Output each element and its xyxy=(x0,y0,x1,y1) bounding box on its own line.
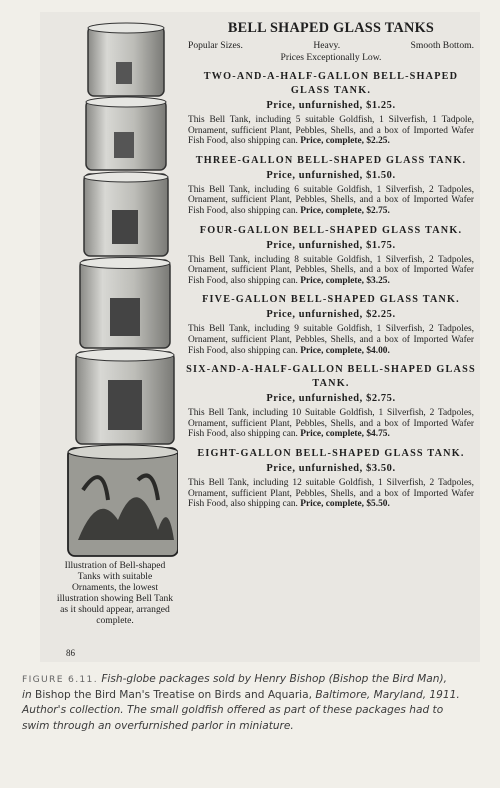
entry-complete-price: Price, complete, $2.25. xyxy=(300,136,390,147)
entry-description-text: This Bell Tank, including 9 suitable Goldfish, 1 Silverfish, 2 Tadpoles, Ornament, sufficient Plant, Pebbles, Shells, and a box of Imported Wafer Fish Food, also shipping can. xyxy=(188,324,474,356)
entry-3-gallon xyxy=(186,154,476,217)
figure-caption-line-3: Author's collection. The small goldfish offered as part of these packages had to xyxy=(22,704,444,717)
entry-price: Price, unfurnished, $1.75. xyxy=(266,239,396,251)
entry-description-text: This Bell Tank, including 8 suitable Goldfish, 1 Silverfish, 2 Tadpoles, Ornament, sufficient Plant, Pebbles, Shells, and a box of Imported Wafer Fish Food, also shipping can. xyxy=(188,254,474,286)
entry-description xyxy=(186,255,476,287)
entry-description xyxy=(186,185,476,217)
entry-description xyxy=(186,478,476,510)
tank-3-gallon xyxy=(86,97,166,170)
page-number: 86 xyxy=(66,648,75,658)
entry-title: TWO-AND-A-HALF-GALLON BELL-SHAPED GLASS TANK. xyxy=(203,71,459,96)
tank-8-gallon-furnished xyxy=(68,445,178,556)
figure-caption xyxy=(22,672,482,734)
tank-6-5-gallon xyxy=(76,349,174,444)
entry-description xyxy=(186,408,476,440)
entry-complete-price: Price, complete, $5.50. xyxy=(300,499,390,510)
entry-6-5-gallon xyxy=(186,363,476,440)
entry-price: Price, unfurnished, $1.50. xyxy=(266,169,396,181)
entry-price: Price, unfurnished, $1.25. xyxy=(266,100,396,111)
subtitle-prices: Prices Exceptionally Low. xyxy=(280,52,382,63)
catalog-title: BELL SHAPED GLASS TANKS xyxy=(227,20,435,36)
entry-description-text: This Bell Tank, including 6 suitable Goldfish, 1 Silverfish, 2 Tadpoles, Ornament, sufficient Plant, Pebbles, Shells, and a box of Imported Wafer Fish Food, also shipping can. xyxy=(188,184,474,216)
entry-title: FOUR-GALLON BELL-SHAPED GLASS TANK. xyxy=(199,224,463,236)
entry-title: THREE-GALLON BELL-SHAPED GLASS TANK. xyxy=(195,154,467,166)
entry-complete-price: Price, complete, $4.00. xyxy=(300,345,390,356)
figure-caption-line-1: Fish-globe packages sold by Henry Bishop (Bishop the Bird Man), xyxy=(101,673,447,685)
bell-tanks-illustration xyxy=(58,20,178,560)
catalog-subtitle xyxy=(186,40,476,51)
entry-description xyxy=(186,115,476,147)
figure-caption-book-title: Bishop the Bird Man's Treatise on Birds and Aquaria, xyxy=(35,688,312,701)
entry-price: Price, unfurnished, $3.50. xyxy=(266,462,396,474)
entry-description xyxy=(186,324,476,356)
entry-5-gallon xyxy=(186,293,476,356)
entry-complete-price: Price, complete, $2.75. xyxy=(300,205,390,216)
entry-4-gallon xyxy=(186,224,476,287)
figure-caption-in: in xyxy=(22,688,32,701)
entry-complete-price: Price, complete, $4.75. xyxy=(300,429,390,440)
subtitle-heavy: Heavy. xyxy=(313,40,341,51)
entry-title: FIVE-GALLON BELL-SHAPED GLASS TANK. xyxy=(202,294,460,306)
entry-8-gallon xyxy=(186,447,476,510)
tank-2-5-gallon xyxy=(88,23,164,96)
entry-description-text: This Bell Tank, including 5 suitable Goldfish, 1 Silverfish, 1 Tadpole, Ornament, sufficient Plant, Pebbles, Shells, and a box of Imported Wafer Fish Food, also shipping can. xyxy=(188,115,474,147)
subtitle-bottom: Smooth Bottom. xyxy=(410,40,474,51)
subtitle-sizes: Popular Sizes. xyxy=(188,40,243,51)
entry-price: Price, unfurnished, $2.25. xyxy=(266,309,396,321)
entry-2-5-gallon xyxy=(186,70,476,147)
tank-5-gallon xyxy=(80,258,170,349)
entry-price: Price, unfurnished, $2.75. xyxy=(266,393,396,405)
tank-4-gallon xyxy=(84,172,168,256)
entry-title: EIGHT-GALLON BELL-SHAPED GLASS TANK. xyxy=(197,447,465,459)
entry-description-text: This Bell Tank, including 10 Suitable Goldfish, 1 Silverfish, 2 Tadpoles, Ornament, sufficient Plant, Pebbles, Shells, and a box of Imported Wafer Fish Food, also shipping can. xyxy=(188,408,474,440)
entry-title: SIX-AND-A-HALF-GALLON BELL-SHAPED GLASS TANK. xyxy=(186,364,476,390)
figure-label: FIGURE 6.11. xyxy=(22,674,98,685)
catalog-text-column xyxy=(186,20,476,510)
illustration-caption: Illustration of Bell-shaped Tanks with suitable Ornaments, the lowest illustration showing Bell Tank as it should appear, arranged complete. xyxy=(56,560,174,626)
entry-complete-price: Price, complete, $3.25. xyxy=(300,275,390,286)
figure-caption-line-4: swim through an overfurnished parlor in miniature. xyxy=(22,719,294,732)
figure-caption-place-date: Baltimore, Maryland, 1911. xyxy=(315,688,460,701)
entry-description-text: This Bell Tank, including 12 suitable Goldfish, 1 Silverfish, 2 Tadpoles, Ornament, sufficient Plant, Pebbles, Shells, and a box of Imported Wafer Fish Food, also shipping can. xyxy=(188,477,474,510)
